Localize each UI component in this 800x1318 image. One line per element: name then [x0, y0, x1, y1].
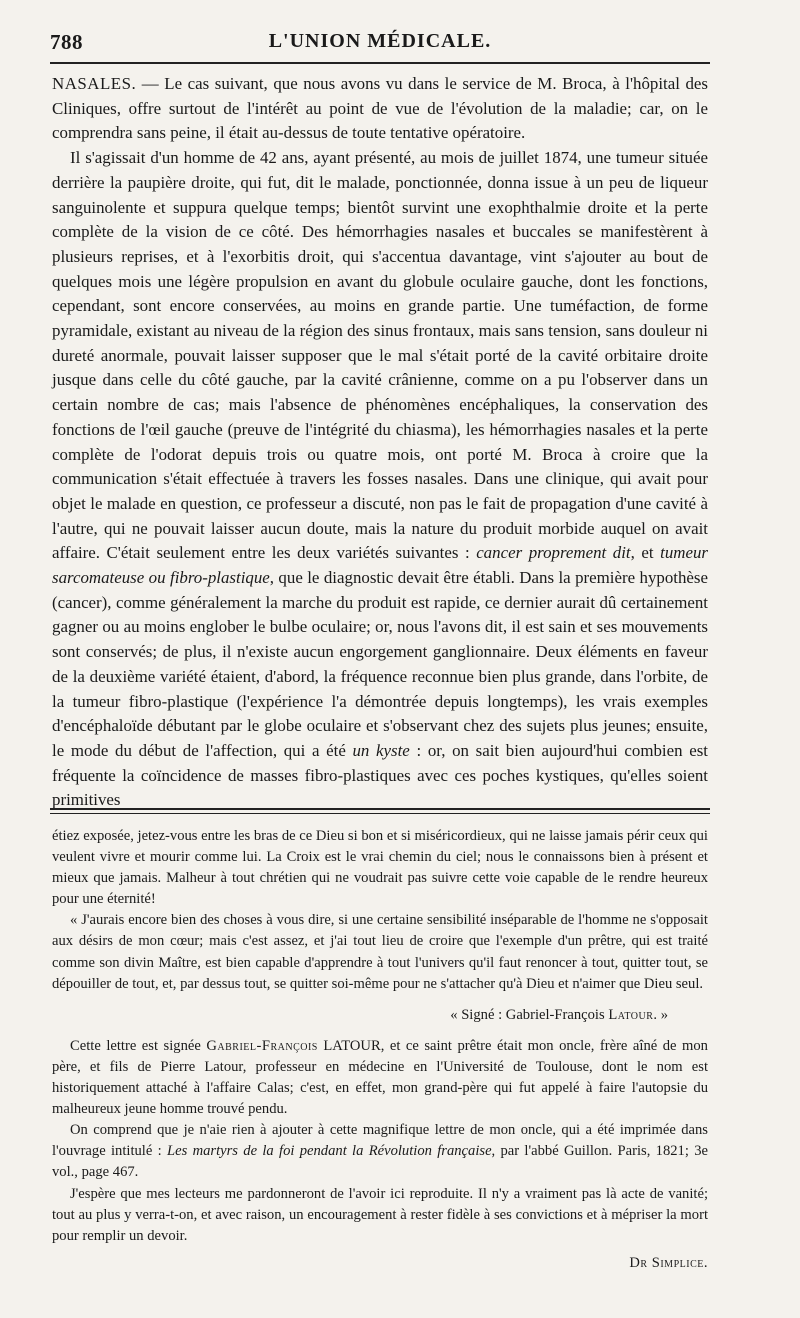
running-title: L'UNION MÉDICALE. — [268, 30, 492, 52]
feuilleton-paragraph-3 — [52, 1036, 708, 1120]
italic-term: tumeur sarcomateuse ou fibro-plastique — [52, 543, 708, 588]
main-article — [52, 72, 708, 813]
feuilleton — [52, 826, 708, 1274]
italic-term: cancer proprement dit — [476, 543, 631, 563]
section-divider — [50, 808, 710, 818]
page-header — [50, 30, 710, 60]
article-paragraph-1 — [52, 72, 708, 146]
paragraph-text: LATOUR, et ce saint prêtre était mon oncle, frère aîné de mon père, et fils de Pierre Latour, professeur en médecine en l'Université de Toulouse, dont le nom est historiquement attaché à l'affaire Calas; c'est, en effet, mon grand-père qui fut appelé à faire l'autopsie du malheureux jeune homme trouvé pendu. — [52, 1037, 708, 1118]
signed-text: . » — [653, 1006, 668, 1023]
divider-line — [50, 808, 710, 810]
feuilleton-paragraph-1: étiez exposée, jetez-vous entre les bras de ce Dieu si bon et si miséricordieux, qui ne laisse jamais périr ceux qui veulent vivre et mourir comme lui. La Croix est le vrai chemin du ciel; nous le connaissons bien à présent et mieux que jamais. Malheur à tout chrétien qui ne voudrait pas suivre cette voie capable de le rendre heureux pour une éternité! — [52, 828, 708, 908]
paragraph-text: On comprend que je n'aie rien à ajouter à cette magnifique lettre de mon oncle, qui a été imprimée dans l'ouvrage intitulé : — [52, 1122, 708, 1160]
feuilleton-paragraph-5: J'espère que mes lecteurs me pardonneront de l'avoir ici reproduite. Il n'y a vraiment pas là acte de vanité; tout au plus y verra-t-on, et avec raison, un encouragement à rester fidèle à ses convictions et à mépriser la mort pour remplir un devoir. — [52, 1185, 708, 1244]
section-lead: NASALES. — [52, 74, 137, 93]
page-number: 788 — [50, 30, 83, 54]
paragraph-text: : or, on sait bien aujourd'hui combien est fréquente la coïncidence de masses fibro-plastiques avec ces poches kystiques, qu'elles soient primitives — [52, 740, 708, 810]
paragraph-text: , par l'abbé Guillon. Paris, 1821; 3e vol., page 467. — [52, 1143, 708, 1181]
book-title: Les martyrs de la foi pendant la Révolution française — [167, 1143, 492, 1160]
divider-line — [50, 813, 710, 814]
paragraph-text: — Le cas suivant, que nous avons vu dans le service de M. Broca, à l'hôpital des Cliniques, offre surtout de l'intérêt au point de vue de l'évolution de la maladie; car, on le comprendra sans peine, il était au-dessus de toute tentative opératoire. — [52, 74, 708, 143]
paragraph-text: Il s'agissait d'un homme de 42 ans, ayant présenté, au mois de juillet 1874, une tumeur située derrière la paupière droite, qui fut, dit le malade, ponctionnée, donna issue à un peu de liqueur sanguinolente et suppura quelque temps; bientôt survint une exophthalmie droite et la perte complète de la vision de ce côté. Des hémorrhagies nasales et buccales se manifestèrent à plusieurs reprises, et à l'exorbitis droit, qui s'accentua davantage, vint s'ajouter au bout de quelques mois une légère propulsion en avant du globule oculaire gauche, dont les fonctions, cependant, sont encore conservées, au moins en grande partie. Une tuméfaction, de forme pyramidale, existant au niveau de la région des sinus frontaux, mais sans tension, sans douleur ni dureté anormale, pouvait laisser supposer que le mal s'était porté de la cavité orbitaire droite jusque dans celle du côté gauche, par la cavité crânienne, comme on a pu l'observer dans un certain nombre de cas; mais l'absence de phénomènes encéphaliques, la conservation des fonctions de l'œil gauche (preuve de l'intégrité du chiasma), les hémorrhagies nasales et la perte complète de l'odorat depuis trois ou quatre mois, ont porté M. Broca à croire que la communication s'était effectuée à travers les fosses nasales. Dans une clinique, qui avait pour objet le malade en question, ce professeur a discuté, non pas le fait de propagation d'une cavité à l'autre, qui ne pouvait laisser aucun doute, mais la nature du produit morbide auquel on avait affaire. C'était seulement entre les deux variétés suivantes : — [52, 148, 708, 563]
author-name: Gabriel-François — [206, 1037, 318, 1054]
feuilleton-paragraph-2: « J'aurais encore bien des choses à vous dire, si une certaine sensibilité inséparable de l'homme ne s'opposait aux désirs de mon cœur; mais c'est assez, et j'ai tout lieu de croire que l'exemple d'un prêtre, qui est traité comme son divin Maître, est bien capable d'apprendre à tout l'univers qu'il faut renoncer à tout, quitter tout, se dépouiller de tout, et, par dessus tout, se quitter soi-même pour ne s'attacher qu'à Dieu et n'aimer que Dieu seul. — [52, 912, 708, 992]
italic-term: un kyste — [352, 740, 410, 760]
paragraph-text: , que le diagnostic devait être établi. Dans la première hypothèse (cancer), comme généralement la marche du produit est rapide, ce dernier aurait dû certainement gagner ou au moins englober le bulbe oculaire; or, nous l'avons dit, il est sain et ses mouvements sont conservés; de plus, il n'existe aucun engorgement ganglionnaire. Deux éléments en faveur de la deuxième variété étaient, d'abord, la fréquence reconnue bien plus grande, dans l'orbite, de la tumeur fibro-plastique (l'expérience l'a démontrée depuis longtemps), les vrais exemples d'encéphaloïde débutant par le globe oculaire et s'observant chez des sujets plus jeunes; ensuite, le mode du début de l'affection, qui a été — [52, 568, 708, 760]
header-rule — [50, 62, 710, 64]
paragraph-text: Cette lettre est signée — [70, 1037, 207, 1054]
letter-signed-line — [52, 1005, 708, 1026]
signed-name: Latour — [608, 1006, 654, 1023]
feuilleton-paragraph-4 — [52, 1120, 708, 1183]
paragraph-text: , et — [630, 543, 661, 563]
signed-text: « Signé : Gabriel-François — [450, 1006, 609, 1023]
author-signature: Dr Simplice. — [629, 1254, 708, 1271]
article-paragraph-2 — [52, 146, 708, 813]
